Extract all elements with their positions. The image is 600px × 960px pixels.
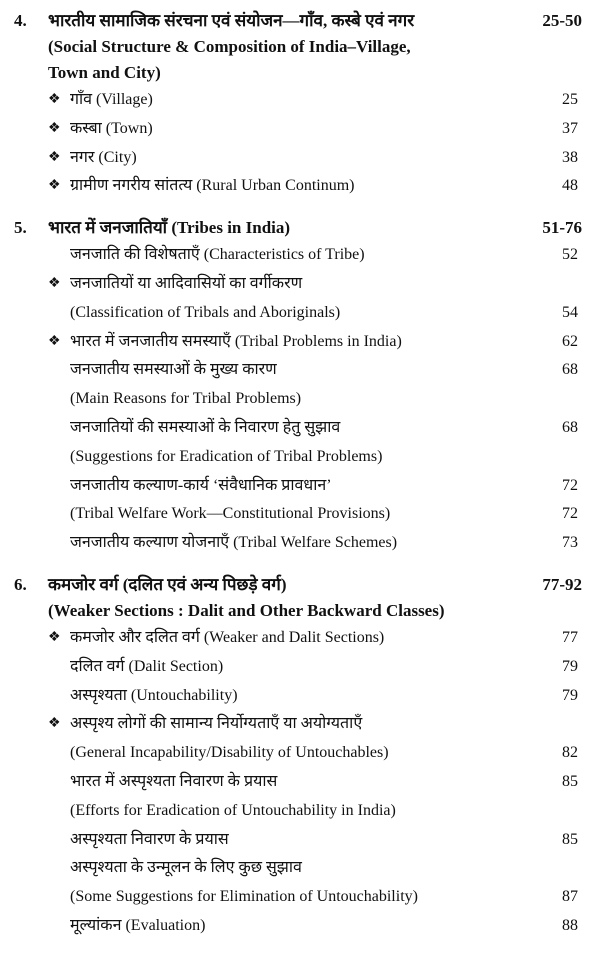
- chapter-4: [0, 0, 600, 201]
- bullet-diamond-icon: ❖: [48, 275, 61, 291]
- chapter-title: भारत में जनजातियाँ (Tribes in India): [48, 218, 291, 238]
- entry-text: नगर (City): [70, 148, 137, 166]
- chapter-heading: [0, 8, 600, 34]
- entry-text: अस्पृश्यता (Untouchability): [70, 686, 238, 704]
- toc-entry: [0, 86, 600, 115]
- entry-page: 38: [562, 148, 578, 166]
- bullet-diamond-icon: ❖: [48, 149, 61, 165]
- chapter-title: भारतीय सामाजिक संरचना एवं संयोजन—गाँव, कस्बे एवं नगर: [48, 11, 415, 30]
- entry-text: कमजोर और दलित वर्ग (Weaker and Dalit Sections): [70, 628, 385, 646]
- toc-entry: [0, 270, 600, 299]
- toc-entry: [0, 739, 600, 768]
- toc-entry: [0, 144, 600, 173]
- toc-entry: [0, 356, 600, 385]
- bullet-diamond-icon: ❖: [48, 92, 61, 107]
- toc-entry: [0, 854, 600, 883]
- chapter-title: कमजोर वर्ग (दलित एवं अन्य पिछड़े वर्ग): [48, 574, 287, 594]
- entry-text: जनजातीय कल्याण योजनाएँ (Tribal Welfare Schemes): [70, 534, 398, 552]
- toc-entry: [0, 883, 600, 912]
- chapter-subtitle-line: Town and City): [48, 63, 161, 82]
- bullet-diamond-icon: ❖: [48, 629, 61, 645]
- entry-text: ग्रामीण नगरीय सांतत्य (Rural Urban Continum): [70, 177, 355, 195]
- entry-page: 82: [562, 744, 578, 762]
- chapter-page-range: 77-92: [542, 574, 582, 594]
- entry-text: (Efforts for Eradication of Untouchability in India): [70, 801, 396, 819]
- entry-page: 88: [562, 916, 578, 934]
- chapter-6: [0, 572, 600, 941]
- section-gap: [0, 201, 600, 215]
- entry-text: अस्पृश्य लोगों की सामान्य निर्योग्यताएँ या अयोग्यताएँ: [70, 715, 363, 733]
- entry-text: जनजातियों की समस्याओं के निवारण हेतु सुझाव: [70, 418, 341, 436]
- entry-page: 79: [562, 657, 578, 675]
- chapter-heading: [0, 215, 600, 241]
- toc-entry: [0, 172, 600, 201]
- entry-text: (Main Reasons for Tribal Problems): [70, 390, 302, 408]
- chapter-number: 4.: [14, 11, 27, 30]
- toc-entry: [0, 797, 600, 826]
- toc-entry: [0, 529, 600, 558]
- entry-text: गाँव (Village): [70, 91, 153, 108]
- entry-page: 85: [562, 830, 578, 848]
- entry-page: 73: [562, 534, 578, 552]
- chapter-page-range: 51-76: [542, 218, 582, 238]
- entry-text: कस्बा (Town): [70, 119, 153, 137]
- bullet-diamond-icon: ❖: [48, 120, 61, 136]
- entry-page: 54: [562, 303, 578, 321]
- entry-text: मूल्यांकन (Evaluation): [70, 916, 206, 934]
- entry-text: (General Incapability/Disability of Untouchables): [70, 744, 389, 762]
- chapter-heading: [0, 572, 600, 598]
- toc-entry: [0, 414, 600, 443]
- entry-text: भारत में जनजातीय समस्याएँ (Tribal Problems in India): [70, 332, 402, 350]
- bullet-diamond-icon: ❖: [48, 178, 61, 194]
- toc-entry: [0, 500, 600, 529]
- chapter-subtitle-line: (Weaker Sections : Dalit and Other Backward Classes): [48, 600, 445, 620]
- chapter-number: 5.: [14, 218, 27, 238]
- toc-entry: [0, 912, 600, 941]
- toc-entry: [0, 624, 600, 653]
- entry-page: 72: [562, 505, 578, 523]
- entry-text: भारत में अस्पृश्यता निवारण के प्रयास: [70, 772, 278, 790]
- toc-entry: [0, 710, 600, 739]
- toc-entry: [0, 682, 600, 711]
- entry-page: 52: [562, 246, 578, 264]
- entry-text: जनजातीय कल्याण-कार्य ‘संवैधानिक प्रावधान’: [70, 476, 332, 494]
- entry-page: 77: [562, 628, 578, 646]
- chapter-5: [0, 215, 600, 558]
- entry-text: अस्पृश्यता निवारण के प्रयास: [70, 830, 229, 848]
- entry-text: (Classification of Tribals and Aboriginals): [70, 303, 341, 321]
- entry-text: जनजातीय समस्याओं के मुख्य कारण: [70, 361, 277, 379]
- chapter-page-range: 25-50: [542, 11, 582, 30]
- entry-page: 72: [562, 476, 578, 494]
- toc-entry: [0, 768, 600, 797]
- toc-entry: [0, 299, 600, 328]
- section-gap: [0, 558, 600, 572]
- toc-entry: [0, 653, 600, 682]
- entry-text: जनजाति की विशेषताएँ (Characteristics of Tribe): [70, 246, 365, 264]
- entry-page: 79: [562, 686, 578, 704]
- chapter-number: 6.: [14, 574, 27, 594]
- toc-entry: [0, 472, 600, 501]
- entry-page: 85: [562, 772, 578, 790]
- entry-page: 68: [562, 361, 578, 379]
- toc-entry: [0, 241, 600, 270]
- entry-page: 25: [562, 91, 578, 108]
- entry-page: 37: [562, 119, 578, 137]
- entry-text: जनजातियों या आदिवासियों का वर्गीकरण: [70, 274, 303, 292]
- entry-text: (Suggestions for Eradication of Tribal Problems): [70, 447, 383, 465]
- entry-text: (Tribal Welfare Work—Constitutional Provisions): [70, 505, 391, 523]
- toc-entry: [0, 328, 600, 357]
- bullet-diamond-icon: ❖: [48, 333, 61, 349]
- entry-text: दलित वर्ग (Dalit Section): [70, 657, 224, 675]
- toc-entry: [0, 443, 600, 472]
- entry-text: (Some Suggestions for Elimination of Untouchability): [70, 888, 418, 906]
- entry-text: अस्पृश्यता के उन्मूलन के लिए कुछ सुझाव: [70, 859, 302, 877]
- entry-page: 48: [562, 177, 578, 195]
- entry-page: 87: [562, 888, 578, 906]
- toc-entry: [0, 115, 600, 144]
- entry-page: 62: [562, 332, 578, 350]
- chapter-subtitle-line: (Social Structure & Composition of India–Village,: [48, 37, 411, 56]
- toc-entry: [0, 826, 600, 855]
- bullet-diamond-icon: ❖: [48, 716, 61, 732]
- toc-entry: [0, 385, 600, 414]
- entry-page: 68: [562, 418, 578, 436]
